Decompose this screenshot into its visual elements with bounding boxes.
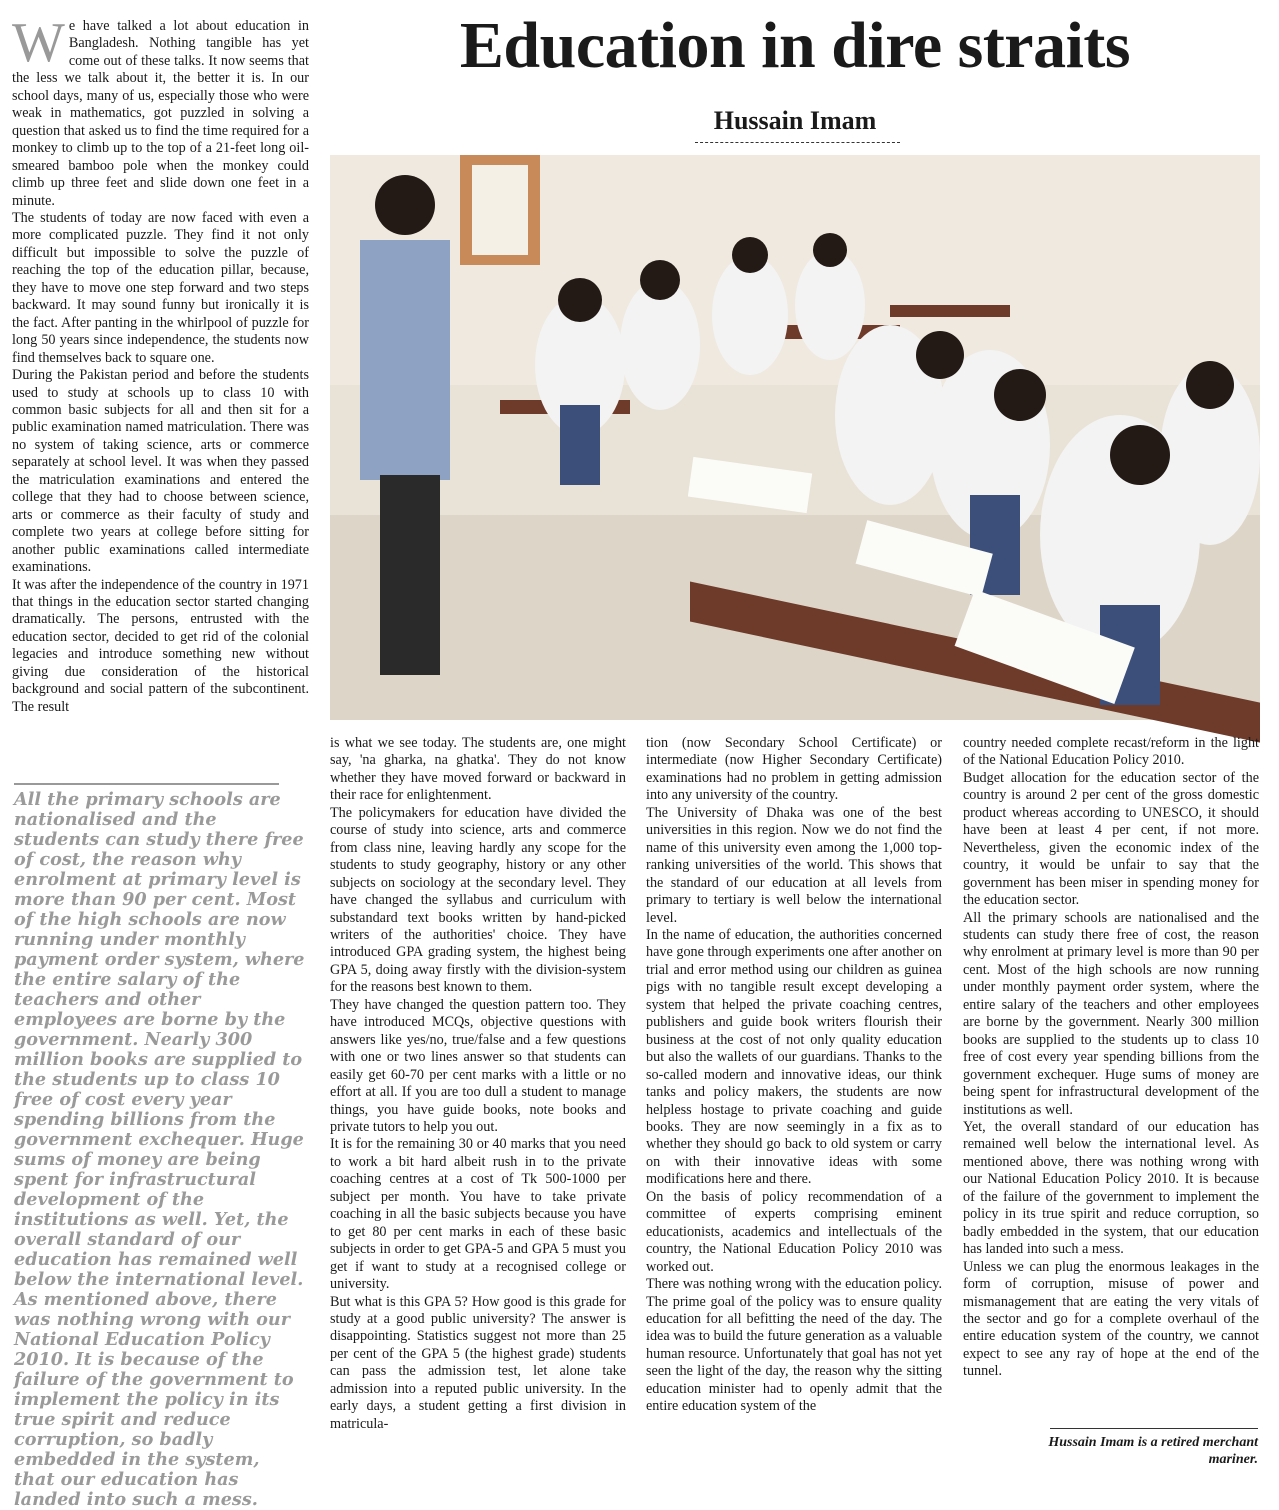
article-column-4 <box>963 735 1259 1381</box>
article-column-2 <box>330 735 626 1433</box>
paragraph: On the basis of policy recommendation of a committee of experts comprising eminent educationists, academics and intellectuals of the country, the National Education Policy 2010 was worked out. <box>646 1188 942 1275</box>
author-note: Hussain Imam is a retired merchant mariner. <box>1048 1435 1258 1467</box>
paragraph: It was after the independence of the country in 1971 that things in the education sector started changing dramatically. The persons, entrusted with the education sector, decided to get rid of the colonial legacies and introduce something new without giving due consideration of the historical background and social pattern of the subcontinent. The result <box>12 576 309 715</box>
paragraph: is what we see today. The students are, one might say, 'na gharka, na ghatka'. They do not know whether they have moved forward or backward in their race for enlightenment. <box>330 735 626 804</box>
paragraph: country needed complete recast/reform in the light of the National Education Policy 2010. <box>963 735 1259 769</box>
paragraph: In the name of education, the authorities concerned have gone through experiments one after another on trial and error method using our children as guinea pigs with no tangible result except developing a system that helped the private coaching centres, publishers and guide book writers flourish their business at the cost of not only quality education but also the wallets of our guardians. Thanks to the so-called modern and innovative ideas, our think tanks and policy makers, the students are now helpless hostage to private coaching and guide books. They are now seemingly in a fix as to whether they should go back to old system or carry on with their innovative ideas with some modifications here and there. <box>646 926 942 1188</box>
headline: Education in dire straits <box>459 9 1131 82</box>
paragraph: Yet, the overall standard of our education has remained well below the international level. As mentioned above, there was nothing wrong with our National Education Policy 2010. It is because of the failure of the government to implement the policy in its true spirit and reduce corruption, so badly embedded in the system, that our education has landed into such a mess. <box>963 1118 1259 1258</box>
paragraph: tion (now Secondary School Certificate) or intermediate (now Higher Secondary Certificate) examinations had no problem in getting admission into any university of the country. <box>646 735 942 804</box>
pull-quote-divider <box>14 783 279 785</box>
classroom-photo <box>330 155 1260 720</box>
author-note-divider <box>1050 1428 1258 1429</box>
article-column-1 <box>12 12 309 716</box>
paragraph: Unless we can plug the enormous leakages in the form of corruption, misuse of power and mismanagement that are eating the very vitals of the sector and go for a complete overhaul of the entire education system of the country, we cannot expect to see any ray of hope at the end of the tunnel. <box>963 1258 1259 1380</box>
byline-divider <box>695 142 900 143</box>
paragraph: During the Pakistan period and before the students used to study at schools up to class 10 with common basic subjects for all and then sit for a public examination named matriculation. There was no system of taking science, arts or commerce separately at school level. It was when they passed the matriculation examinations and entered the college that they had to choose between science, arts or commerce as their faculty of study and complete two years at college before sitting for another public examinations called intermediate examinations. <box>12 367 309 576</box>
paragraph: Budget allocation for the education sector of the country is around 2 per cent of the gross domestic product whereas according to UNESCO, it should have been at least 4 per cent, if not more. Nevertheless, given the economic index of the country, it would be unfair to say that the government has been miser in spending money for the education sector. <box>963 769 1259 909</box>
paragraph: It is for the remaining 30 or 40 marks that you need to work a bit hard albeit rush in to the private coaching centres at a cost of Tk 500-1000 per subject per month. You have to take private coaching in all the basic subjects because you have to get 80 per cent marks in each of these basic subjects in order to get GPA-5 and GPA 5 must you get if want to study at a recognised college or university. <box>330 1136 626 1293</box>
byline: Hussain Imam <box>713 106 877 135</box>
paragraph: All the primary schools are nationalised and the students can study there free of cost, the reason why enrolment at primary level is more than 90 per cent. Most of the high schools are now running under monthly payment order system, where the entire salary of the teachers and other employees are borne by the government. Nearly 300 million books are supplied to the students up to class 10 free of cost every year spending billions from the government exchequer. Huge sums of money are being spent for infrastructural development of the institutions as well. <box>963 909 1259 1118</box>
paragraph: e have talked a lot about education in Bangladesh. Nothing tangible has yet come out of these talks. It now seems that the less we talk about it, the better it is. In our school days, many of us, especially those who were weak in mathematics, got puzzled in solving a question that asked us to find the time required for a monkey to climb up to the top of a 21-feet long oil-smeared bamboo pole when the monkey could climb up three feet and slide down one feet in a minute. <box>12 18 309 209</box>
article-column-3 <box>646 735 942 1416</box>
pull-quote: All the primary schools are nationalised and the students can study there free of cost, the reason why enrolment at primary level is more than 90 per cent. Most of the high schools are now running under monthly payment order system, where the entire salary of the teachers and other employees are borne by the government. Nearly 300 million books are supplied to the students up to class 10 free of cost every year spending billions from the government exchequer. Huge sums of money are being spent for infrastructural development of the institutions as well. Yet, the overall standard of our education has remained well below the international level. As mentioned above, there was nothing wrong with our National Education Policy 2010. It is because of the failure of the government to implement the policy in its true spirit and reduce corruption, so badly embedded in the system, that our education has landed into such a mess. <box>14 789 305 1510</box>
paragraph: The policymakers for education have divided the course of study into science, arts and commerce from class nine, leaving hardly any scope for the students to study geography, history or any other subjects on sociology at the secondary level. They have changed the syllabus and curriculum with substandard text books written by hand-picked writers of the authorities' choice. They have introduced GPA grading system, the highest being GPA 5, doing away firstly with the division-system for the reasons best known to them. <box>330 804 626 996</box>
paragraph: The students of today are now faced with even a more complicated puzzle. They find it not only difficult but impossible to solve the puzzle of reaching the top of the education pillar, because, they have to move one step forward and two steps backward. It may sound funny but ironically it is the fact. After panting in the whirlpool of puzzle for long 50 years since independence, the students now find themselves back to square one. <box>12 209 309 366</box>
paragraph: There was nothing wrong with the education policy. The prime goal of the policy was to ensure quality education for all befitting the need of the day. The idea was to build the future generation as a valuable human resource. Unfortunately that goal has not yet seen the light of the day, the reason why the sitting education minister had to openly admit that the entire education system of the <box>646 1276 942 1415</box>
paragraph: But what is this GPA 5? How good is this grade for study at a good public university? The answer is disappointing. Statistics suggest not more than 25 per cent of the GPA 5 (the highest grade) students can pass the admission test, let alone take admission into a reputed public university. In the early days, a student getting a first division in matricula- <box>330 1293 626 1432</box>
paragraph: The University of Dhaka was one of the best universities in this region. Now we do not find the name of this university even among the 1,000 top-ranking universities of the world. This shows that the standard of our education at all levels from primary to tertiary is well below the international level. <box>646 804 942 926</box>
paragraph: They have changed the question pattern too. They have introduced MCQs, objective questions with answers like yes/no, true/false and a few questions with one or two lines answer so that students can easily get 60-70 per cent marks with a little or no effort at all. If you are too dull a student to manage things, you have guide books, note books and private tutors to help you out. <box>330 996 626 1135</box>
drop-cap: W <box>12 12 65 74</box>
